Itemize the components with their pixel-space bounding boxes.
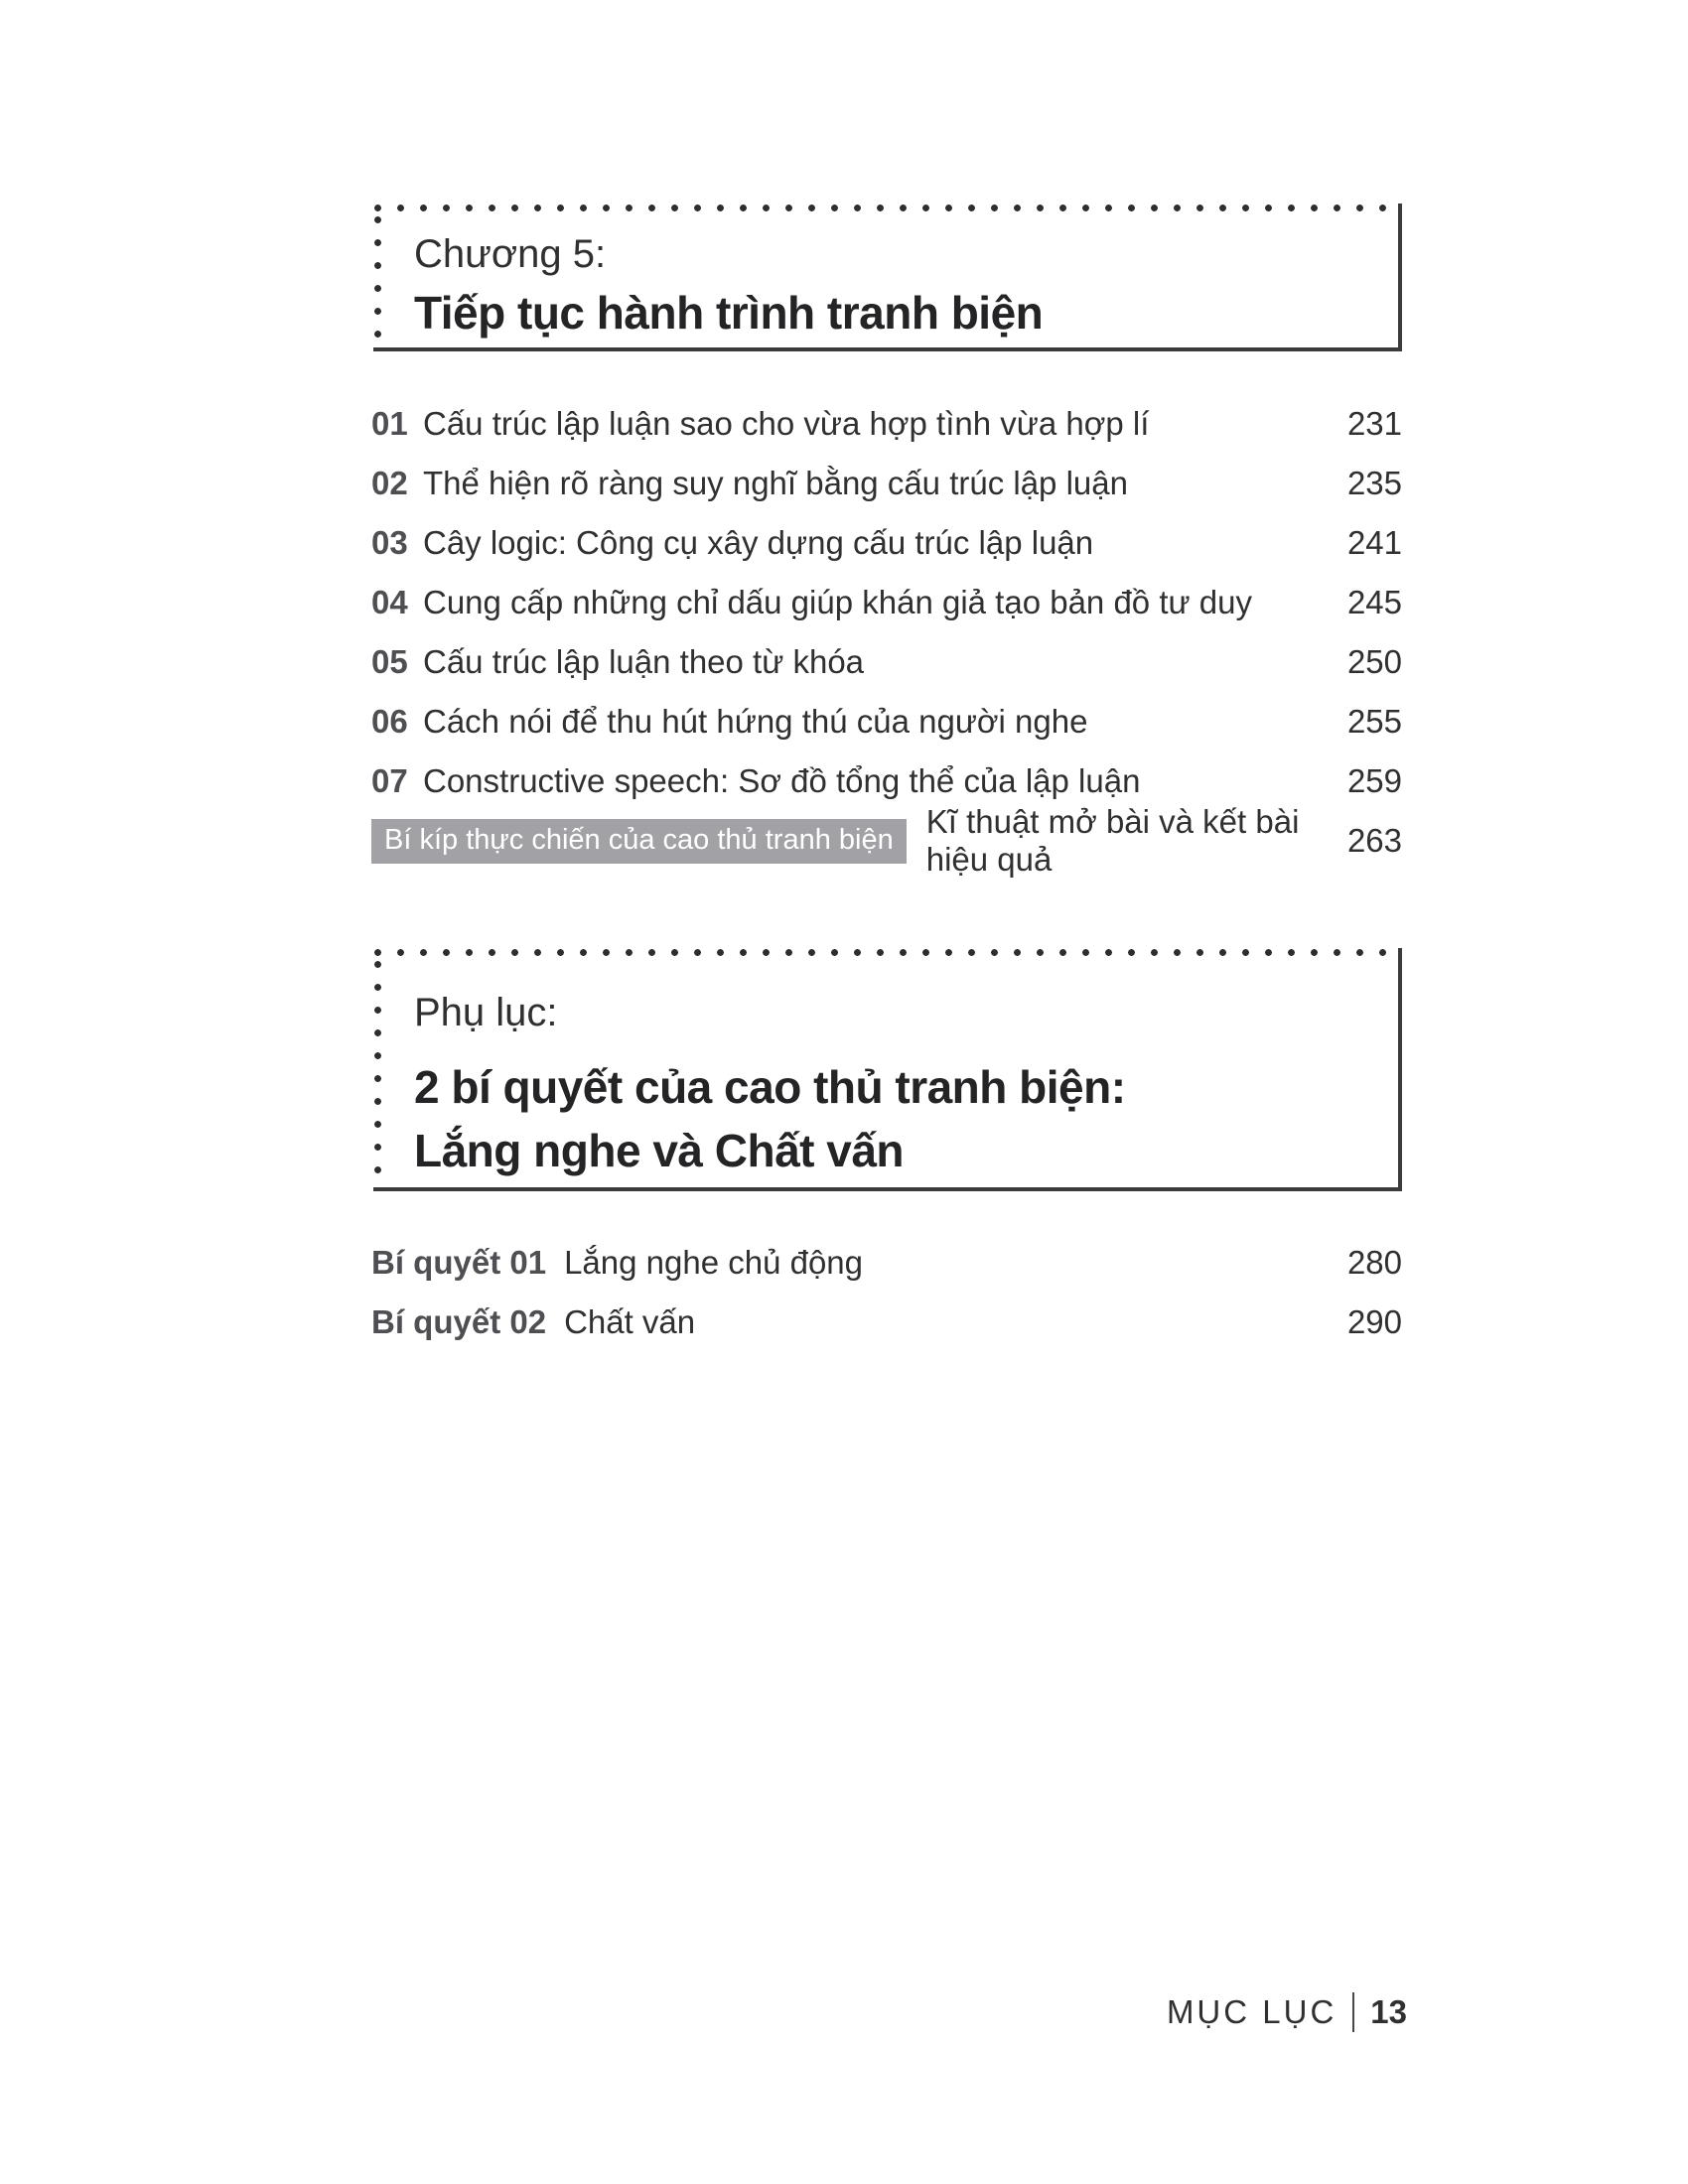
chapter-label: Chương 5: xyxy=(414,232,607,276)
page-footer xyxy=(1167,1989,1407,2035)
entry-number: 02 xyxy=(371,465,408,501)
dotted-border-top xyxy=(373,204,1398,212)
entry-page-number: 250 xyxy=(1346,643,1402,680)
toc-entry xyxy=(371,751,1402,811)
toc-entry xyxy=(371,632,1402,692)
dotted-border-left xyxy=(373,215,382,343)
entry-page-number: 259 xyxy=(1346,762,1402,799)
appendix-title-line2: Lắng nghe và Chất vấn xyxy=(414,1125,905,1176)
dotted-border-left xyxy=(373,960,382,1183)
entry-title: Cách nói để thu hút hứng thú của người nghe xyxy=(423,703,1088,740)
entry-title: Lắng nghe chủ động xyxy=(564,1244,864,1281)
entry-number: 06 xyxy=(371,703,408,740)
chapter-box xyxy=(373,204,1402,351)
entry-number: Bí quyết 02 xyxy=(371,1303,547,1340)
entry-page-number: 231 xyxy=(1346,405,1402,442)
entry-title: Thể hiện rõ ràng suy nghĩ bằng cấu trúc lập luận xyxy=(423,465,1128,501)
entry-page-number: 280 xyxy=(1346,1244,1402,1281)
appendix-label: Phụ lục: xyxy=(414,991,558,1034)
toc-entry xyxy=(371,513,1402,573)
entry-page-number: 290 xyxy=(1346,1303,1402,1340)
chapter-title: Tiếp tục hành trình tranh biện xyxy=(414,287,1044,339)
chapter-entry-list xyxy=(371,394,1402,878)
entry-number: 03 xyxy=(371,524,408,561)
dotted-border-top xyxy=(373,948,1398,957)
appendix-entry-list xyxy=(371,1233,1402,1352)
entry-number: Bí quyết 01 xyxy=(371,1244,547,1281)
toc-entry xyxy=(371,1293,1402,1352)
toc-entry xyxy=(371,573,1402,632)
toc-entry-tip xyxy=(371,803,1402,878)
appendix-title-line1: 2 bí quyết của cao thủ tranh biện: xyxy=(414,1061,1126,1113)
toc-entry xyxy=(371,394,1402,454)
entry-number: 05 xyxy=(371,643,408,680)
footer-page-number: 13 xyxy=(1370,1993,1407,2030)
appendix-box xyxy=(373,948,1402,1191)
entry-title: Chất vấn xyxy=(564,1303,696,1340)
entry-page-number: 245 xyxy=(1346,584,1402,620)
entry-number: 07 xyxy=(371,762,408,799)
entry-page-number: 235 xyxy=(1346,465,1402,501)
toc-entry xyxy=(371,692,1402,751)
entry-page-number: 263 xyxy=(1346,822,1402,859)
entry-number: 04 xyxy=(371,584,408,620)
entry-page-number: 241 xyxy=(1346,524,1402,561)
entry-title: Cấu trúc lập luận theo từ khóa xyxy=(423,643,865,680)
entry-title: Cấu trúc lập luận sao cho vừa hợp tình vừa hợp lí xyxy=(423,405,1150,442)
entry-number: 01 xyxy=(371,405,408,442)
tip-badge: Bí kíp thực chiến của cao thủ tranh biện xyxy=(371,819,907,864)
entry-page-number: 255 xyxy=(1346,703,1402,740)
toc-entry xyxy=(371,454,1402,513)
footer-section-label: MỤC LỤC xyxy=(1166,1993,1337,2030)
entry-title: Constructive speech: Sơ đồ tổng thể của lập luận xyxy=(423,762,1141,799)
toc-entry xyxy=(371,1233,1402,1293)
entry-title: Kĩ thuật mở bài và kết bài hiệu quả xyxy=(925,803,1300,878)
entry-title: Cây logic: Công cụ xây dựng cấu trúc lập luận xyxy=(423,524,1094,561)
footer-separator xyxy=(1352,1992,1354,2032)
entry-title: Cung cấp những chỉ dấu giúp khán giả tạo bản đồ tư duy xyxy=(423,584,1252,620)
